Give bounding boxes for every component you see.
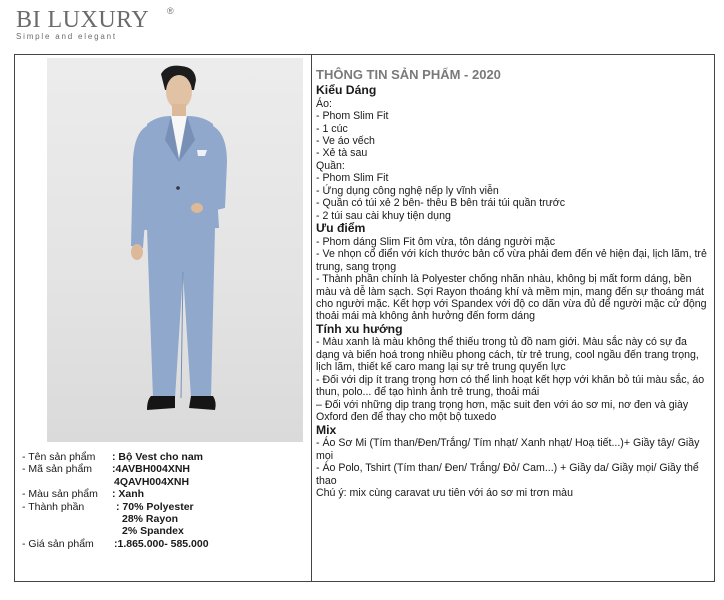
spec-value: 2% Spandex [122, 525, 184, 538]
registered-mark: ® [167, 6, 174, 16]
section-heading-mix: Mix [316, 422, 337, 437]
info-paragraph: - Áo Polo, Tshirt (Tím than/ Đen/ Trắng/ Đỏ/ Cam...) + Giầy da/ Giầy mọi/ Giầy thể thao [316, 462, 699, 487]
spec-row-material-3 [22, 525, 307, 537]
info-line: - Phom dáng Slim Fit ôm vừa, tôn dáng người mặc [316, 235, 555, 248]
section-heading-advantages: Ưu điểm [316, 221, 366, 236]
info-paragraph: - Thành phần chính là Polyester chống nhăn nhàu, không bị mất form dáng, bền màu và dễ làm sạch. Sợi Rayon thoáng khí và mềm mịn, mang đến sự thoáng mát cho người mặc. Kết hợp với Spandex với độ co dãn vừa đủ để người mặc cử động thoải mái mà không ảnh hưởng đến form dáng [316, 273, 707, 323]
spec-value: : Bộ Vest cho nam [112, 451, 204, 463]
info-paragraph: - Áo Sơ Mi (Tím than/Đen/Trắng/ Tím nhạt/ Xanh nhạt/ Hoạ tiết...)+ Giầy tây/ Giầy mọi [316, 437, 700, 462]
column-divider [311, 54, 312, 582]
spec-row-price [22, 538, 307, 550]
spec-label: - Tên sản phẩm [22, 451, 96, 463]
spec-row-code-2 [22, 476, 307, 488]
info-line: - Quần có túi xẻ 2 bên- thêu B bên trái túi quần trước [316, 197, 566, 210]
info-paragraph: - Đối với dịp ít trang trọng hơn có thể linh hoạt kết hợp với khăn bỏ túi màu sắc, áo thun, polo... để tạo hình ảnh trẻ trung, thoải mái [316, 373, 705, 399]
section-heading-trend: Tính xu hướng [316, 321, 403, 336]
spec-value: :4AVBH004XNH [112, 463, 190, 476]
spec-row-code [22, 463, 307, 475]
info-line: - Phom Slim Fit [316, 172, 389, 185]
spec-value: :1.865.000- 585.000 [114, 537, 209, 550]
spec-value: : 70% Polyester [116, 500, 194, 513]
brand-logo [16, 6, 174, 41]
info-title: THÔNG TIN SẢN PHẨM - 2020 [316, 67, 501, 82]
info-line: - 1 cúc [316, 122, 348, 135]
product-info [316, 67, 712, 500]
info-paragraph: – Đối với những dịp trang trọng hơn, mặc suit đen với áo sơ mi, nơ đen và giày Oxford đen để thay cho một bộ tuxedo [316, 398, 689, 424]
info-line: - Ứng dụng công nghệ nếp ly vĩnh viễn [316, 184, 499, 197]
brand-tagline: Simple and elegant [16, 32, 117, 41]
info-line: - Xẻ tà sau [316, 147, 368, 160]
spec-label: - Giá sản phẩm [22, 537, 94, 550]
model-in-suit-illustration [47, 58, 303, 442]
spec-row-material-2 [22, 513, 307, 525]
info-paragraph: - Ve nhọn cổ điển với kích thước bản cổ vừa phải đem đến vẻ hiện đại, lịch lãm, trẻ trung, sang trọng [316, 248, 707, 273]
info-line: - 2 túi sau cài khuy tiện dụng [316, 209, 451, 222]
info-line: Quần: [316, 159, 345, 172]
spec-row-name [22, 451, 307, 463]
spec-row-color [22, 488, 307, 500]
info-note: Chú ý: mix cùng caravat ưu tiên với áo sơ mi trơn màu [316, 487, 573, 500]
spec-label: - Thành phần [22, 500, 85, 513]
brand-name: BI LUXURY [16, 7, 150, 33]
spec-label: - Màu sản phẩm [22, 488, 98, 501]
info-line: - Phom Slim Fit [316, 110, 389, 123]
section-heading-style: Kiểu Dáng [316, 83, 377, 97]
spec-value: 4QAVH004XNH [114, 475, 190, 488]
product-photo [47, 58, 303, 442]
info-line: - Ve áo vếch [316, 134, 375, 147]
info-paragraph: - Màu xanh là màu không thể thiếu trong tủ đồ nam giới. Màu sắc này có sự đa dạng và biến hoá trong nhiều phong cách, từ trẻ trung, cool ngầu đến trang trọng, lịch lãm, thiết kế caro mang lại sự trẻ trung quyến lực [316, 336, 699, 374]
spec-row-material [22, 501, 307, 513]
product-specs [22, 451, 307, 550]
spec-value: 28% Rayon [122, 512, 179, 525]
info-line: Áo: [316, 97, 332, 110]
spec-value: : Xanh [112, 488, 145, 501]
spec-label: - Mã sản phẩm [22, 463, 93, 476]
